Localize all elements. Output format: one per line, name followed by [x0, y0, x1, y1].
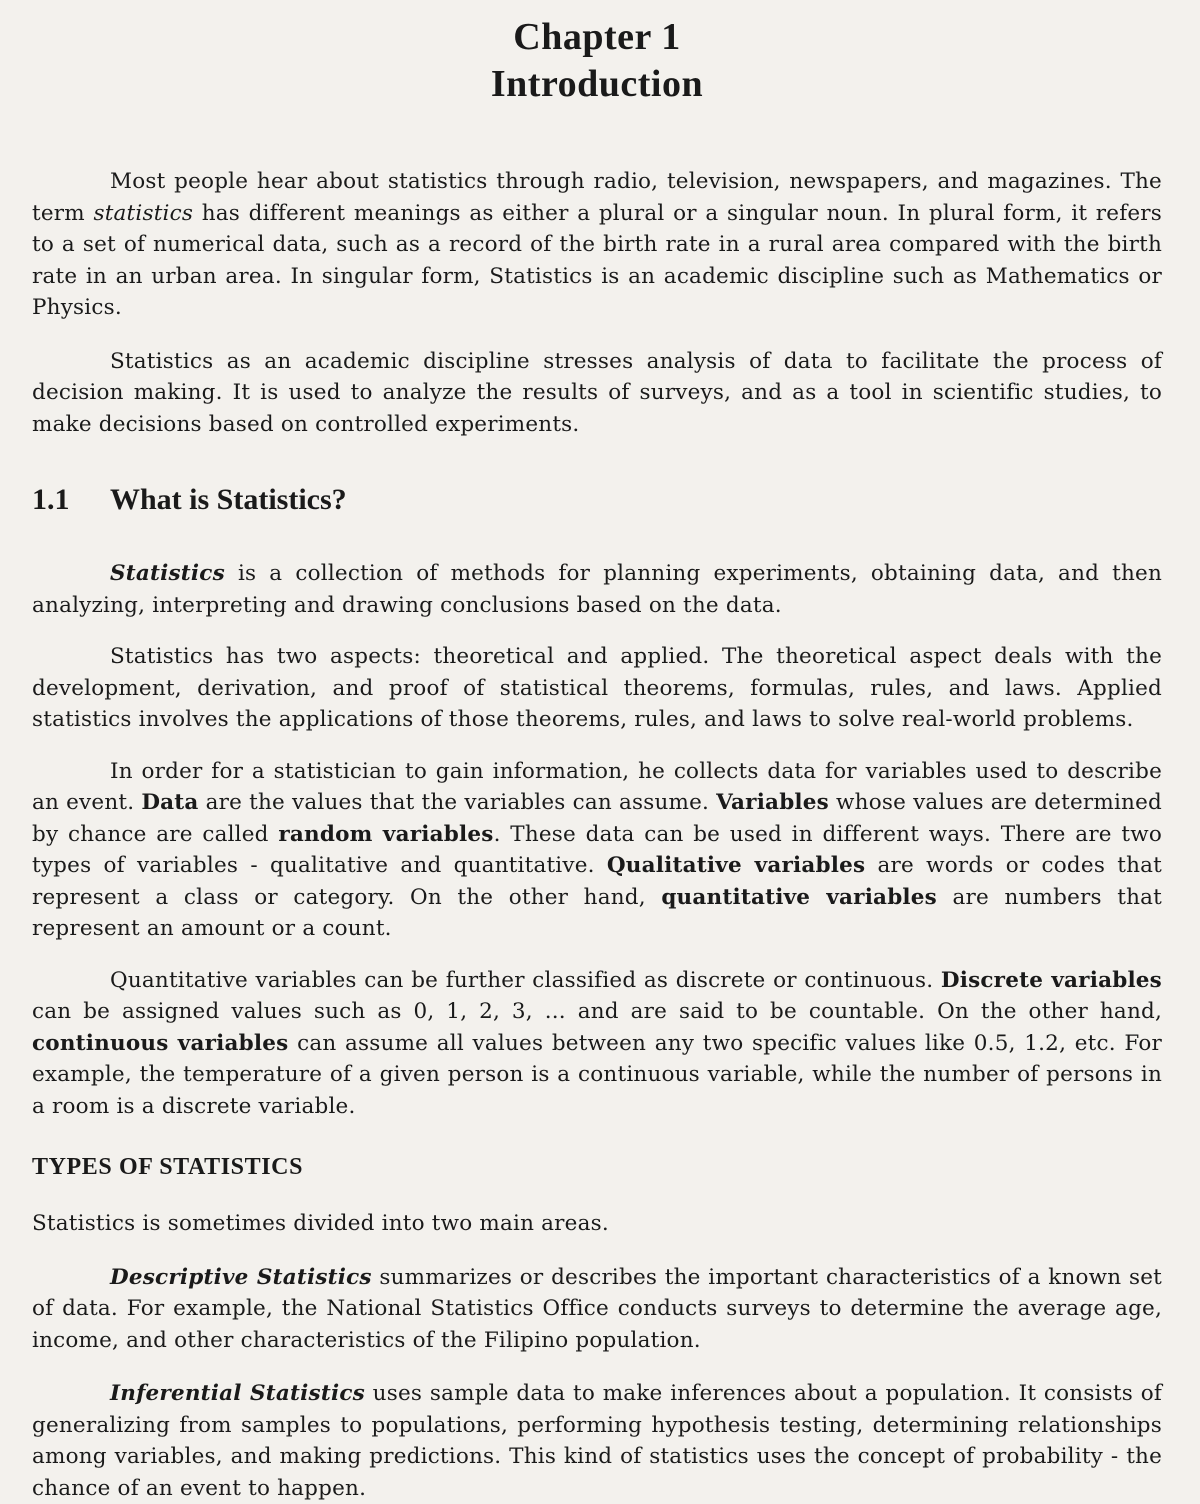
text-run: uses sample data to make inferences about a population. It consists of generalizing from samples to populations, performing hypothesis testing, determining relationships among variables, and making predictions. This kind of statistics uses the concept of probability - the chance of an event to happen. [32, 1381, 1162, 1501]
intro-paragraph-2: Statistics as an academic discipline stresses analysis of data to facilitate the process of decision making. It is used to analyze the results of surveys, and as a tool in scientific studies, to make decisions based on controlled experiments. [32, 348, 1162, 437]
text-run: has different meanings as either a plural or a singular noun. In plural form, it refers to a set of numerical data, such as a record of the birth rate in a rural area compared with the birth rate in an urban area. In singular form, Statistics is an academic discipline such as Mathematics or Physics. [32, 200, 1162, 320]
section-heading [32, 482, 1162, 518]
text-run: . These data can be used in different ways. There are two types of variables - qualitative and quantitative. [32, 821, 1163, 878]
term-descriptive-statistics: Descriptive Statistics [110, 1264, 372, 1290]
text-run: are numbers that represent an amount or a count. [32, 884, 1162, 941]
text-run: can assume all values between any two specific values like 0.5, 1.2, etc. For example, the temperature of a given person is a continuous variable, while the number of persons in a room is a discrete variable. [32, 1030, 1162, 1119]
section-title: What is Statistics? [110, 483, 347, 516]
term-qualitative-variables: Qualitative variables [606, 853, 866, 878]
text-run: Quantitative variables can be further classified as discrete or continuous. [110, 967, 941, 993]
term-data: Data [141, 790, 199, 815]
term-variables: Variables [716, 790, 829, 815]
descriptive-paragraph [32, 1262, 1162, 1357]
text-run: can be assigned values such as 0, 1, 2, 3, ... and are said to be countable. On the other hand, [32, 999, 1162, 1024]
types-heading: TYPES OF STATISTICS [32, 1154, 304, 1180]
text-run: whose values are determined by chance are called [32, 790, 1162, 847]
definition-paragraph [32, 558, 1162, 621]
chapter-label: Chapter 1 [513, 16, 681, 58]
term-inferential-statistics: Inferential Statistics [110, 1381, 365, 1406]
intro-paragraph-1 [32, 166, 1162, 324]
term-discrete-variables: Discrete variables [940, 967, 1162, 993]
section-number: 1.1 [32, 483, 70, 516]
inferential-paragraph [32, 1378, 1162, 1504]
text-run: Most people hear about statistics through radio, television, newspapers, and magazines. The term [32, 169, 1162, 226]
term-continuous-variables: continuous variables [32, 1030, 289, 1056]
term-statistics-definition: Statistics [110, 561, 225, 586]
term-quantitative-variables: quantitative variables [661, 884, 937, 910]
discrete-continuous-paragraph [32, 965, 1162, 1123]
chapter-heading [32, 14, 1162, 108]
text-run: In order for a statistician to gain information, he collects data for variables used to describe an event. [32, 758, 1162, 815]
types-intro: Statistics is sometimes divided into two main areas. [32, 1211, 609, 1236]
text-run: are the values that the variables can assume. [198, 790, 717, 815]
chapter-title: Introduction [490, 63, 704, 105]
aspects-paragraph: Statistics has two aspects: theoretical and applied. The theoretical aspect deals with the development, derivation, and proof of statistical theorems, formulas, rules, and laws. Applied statistics involves the applications of those theorems, rules, and laws to solve real-world problems. [32, 644, 1162, 732]
text-run: is a collection of methods for planning experiments, obtaining data, and then analyzing, interpreting and drawing conclusions based on the data. [32, 561, 1162, 618]
text-run: are words or codes that represent a class or category. On the other hand, [32, 853, 1162, 910]
variables-paragraph [32, 756, 1162, 945]
term-statistics: statistics [93, 200, 194, 226]
text-run: summarizes or describes the important characteristics of a known set of data. For example, the National Statistics Office conducts surveys to determine the average age, income, and other characteristics of the Filipino population. [32, 1264, 1162, 1353]
term-random-variables: random variables [278, 821, 494, 847]
